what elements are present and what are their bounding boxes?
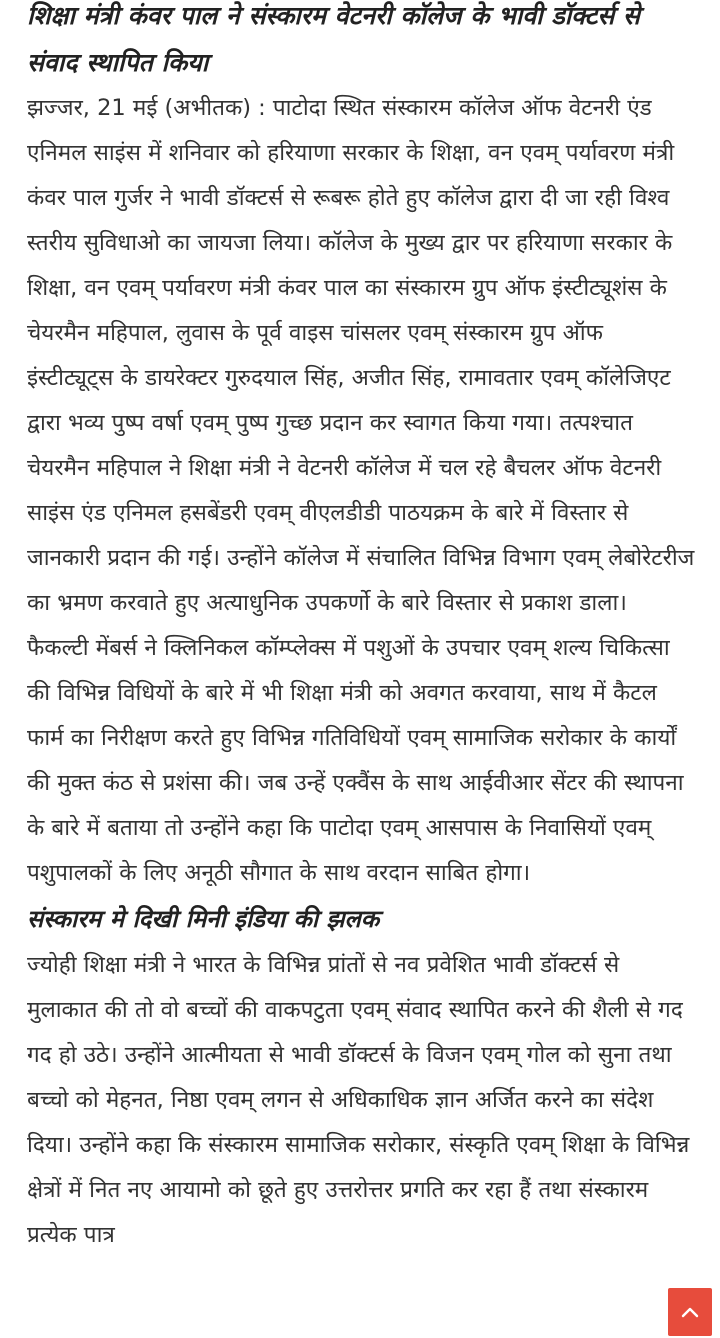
scroll-to-top-button[interactable] bbox=[668, 1288, 712, 1336]
chevron-up-icon bbox=[681, 1306, 699, 1318]
article-paragraph: झज्जर, 21 मई (अभीतक) : पाटोदा स्थित संस्कारम कॉलेज ऑफ वेटनरी एंड एनिमल साइंस में शनिवार को हरियाणा सरकार के शिक्षा, वन एवम् पर्यावरण मंत्री कंवर पाल गुर्जर ने भावी डॉक्टर्स से रूबरू होते हुए कॉलेज द्वारा दी जा रही विश्व स्तरीय सुविधाओ का जायजा लिया। कॉलेज के मुख्य द्वार पर हरियाणा सरकार के शिक्षा, वन एवम् पर्यावरण मंत्री कंवर पाल का संस्कारम ग्रुप ऑफ इंस्टीट्यूशंस के चेयरमैन महिपाल, लुवास के पूर्व वाइस चांसलर एवम् संस्कारम ग्रुप ऑफ इंस्टीट्यूट्स के डायरेक्टर गुरुदयाल सिंह, अजीत सिंह, रामावतार एवम् कॉलेजिएट द्वारा भव्य पुष्प वर्षा एवम् पुष्प गुच्छ प्रदान कर स्वागत किया गया। तत्पश्चात चेयरमैन महिपाल ने शिक्षा मंत्री ने वेटनरी कॉलेज में चल रहे बैचलर ऑफ वेटनरी साइंस एंड एनिमल हसबेंडरी एवम् वीएलडीडी पाठयक्रम के बारे में विस्तार से जानकारी प्रदान की गई। उन्होंने कॉलेज में संचालित विभिन्न विभाग एवम् लेबोरेटरीज का भ्रमण करवाते हुए अत्याधुनिक उपकर्णो के बारे विस्तार से प्रकाश डाला। फैकल्टी मेंबर्स ने क्लिनिकल कॉम्प्लेक्स में पशुओं के उपचार एवम् शल्य चिकित्सा की विभिन्न विधियों के बारे में भी शिक्षा मंत्री को अवगत करवाया, साथ में कैटल फार्म का निरीक्षण करते हुए विभिन्न गतिविधियों एवम् सामाजिक सरोकार के कार्यों की मुक्त कंठ से प्रशंसा की। जब उन्हें एक्वैंस के साथ आईवीआर सेंटर की स्थापना के बारे में बताया तो उन्होंने कहा कि पाटोदा एवम् आसपास के निवासियों एवम् पशुपालकों के लिए अनूठी सौगात के साथ वरदान साबित होगा। bbox=[27, 95, 695, 886]
article-paragraph: ज्योही शिक्षा मंत्री ने भारत के विभिन्न प्रांतों से नव प्रवेशित भावी डॉक्टर्स से मुलाकात की तो वो बच्चों की वाकपटुता एवम् संवाद स्थापित करने की शैली से गद गद हो उठे। उन्होंने आत्मीयता से भावी डॉक्टर्स के विजन एवम् गोल को सुना तथा बच्चो को मेहनत, निष्ठा एवम् लगन से अधिकाधिक ज्ञान अर्जित करने का संदेश दिया। उन्होंने कहा कि संस्कारम सामाजिक सरोकार, संस्कृति एवम् शिक्षा के विभिन्न क्षेत्रों में नित नए आयामो को छूते हुए उत्तरोत्तर प्रगति कर रहा हैं तथा संस्कारम प्रत्येक पात्र bbox=[27, 952, 690, 1248]
article bbox=[27, 0, 695, 1258]
article-headline: शिक्षा मंत्री कंवर पाल ने संस्कारम वेटनरी कॉलेज के भावी डॉक्टर्स से संवाद स्थापित किया bbox=[27, 1, 640, 77]
article-subheading: संस्कारम मे दिखी मिनी इंडिया की झलक bbox=[27, 905, 380, 933]
